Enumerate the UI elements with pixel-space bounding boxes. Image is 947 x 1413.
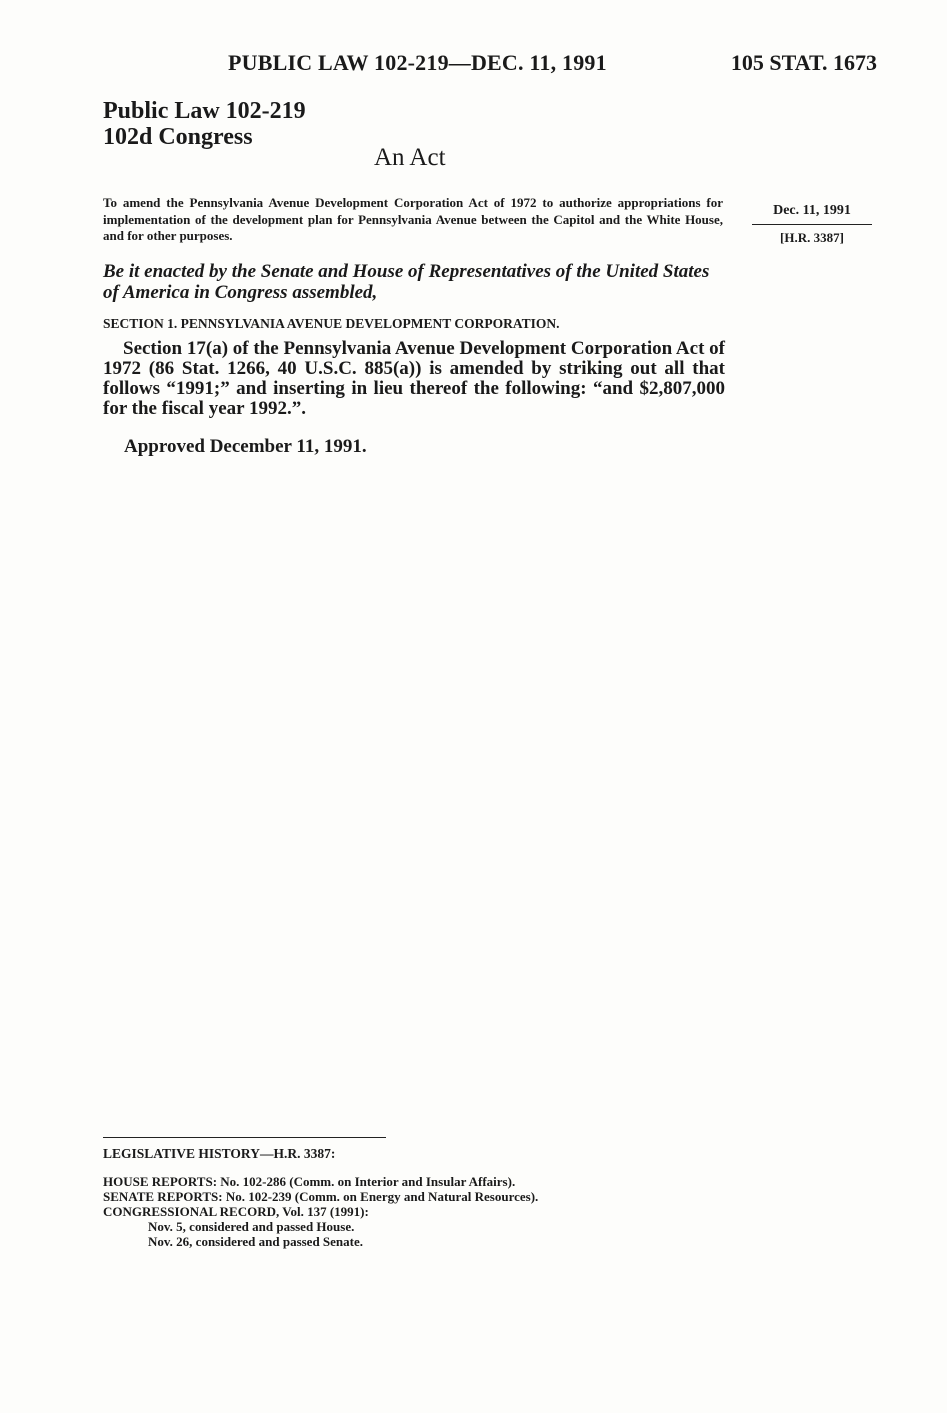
enacting-clause: Be it enacted by the Senate and House of Representatives of the United States of America in Congress assembled, (103, 261, 710, 303)
house-reports: HOUSE REPORTS: No. 102-286 (Comm. on Interior and Insular Affairs). (103, 1174, 516, 1189)
history-entry: Nov. 5, considered and passed House. (148, 1219, 355, 1234)
margin-date: Dec. 11, 1991 (752, 203, 872, 225)
congressional-record: CONGRESSIONAL RECORD, Vol. 137 (1991): (103, 1204, 369, 1219)
section-body: Section 17(a) of the Pennsylvania Avenue Development Corporation Act of 1972 (86 Stat. 1266, 40 U.S.C. 885(a)) is amended by striking out all that follows “1991;” and inserting in lieu thereof the following: “and $2,807,000 for the fiscal year 1992.”. (103, 338, 725, 419)
senate-reports: SENATE REPORTS: No. 102-239 (Comm. on Energy and Natural Resources). (103, 1189, 539, 1204)
footnote-divider (103, 1137, 386, 1138)
legislative-history-heading: LEGISLATIVE HISTORY—H.R. 3387: (103, 1146, 336, 1161)
page-reference: 105 STAT. 1673 (730, 50, 877, 75)
approval-date: Approved December 11, 1991. (124, 436, 367, 457)
purpose-statement: To amend the Pennsylvania Avenue Development Corporation Act of 1972 to authorize appropriations for implementation of the development plan for Pennsylvania Avenue between the Capitol and the White House, and for other purposes. (103, 195, 723, 243)
section-heading: SECTION 1. PENNSYLVANIA AVENUE DEVELOPMENT CORPORATION. (103, 316, 560, 331)
margin-note (752, 203, 872, 246)
running-title: PUBLIC LAW 102-219—DEC. 11, 1991 (228, 50, 607, 75)
public-law-number: Public Law 102-219 (103, 98, 306, 124)
congress-label: 102d Congress (103, 124, 253, 150)
act-heading: An Act (374, 144, 446, 171)
legislative-history (103, 1174, 538, 1249)
history-entry: Nov. 26, considered and passed Senate. (148, 1234, 364, 1249)
margin-bill-number: [H.R. 3387] (780, 230, 844, 245)
